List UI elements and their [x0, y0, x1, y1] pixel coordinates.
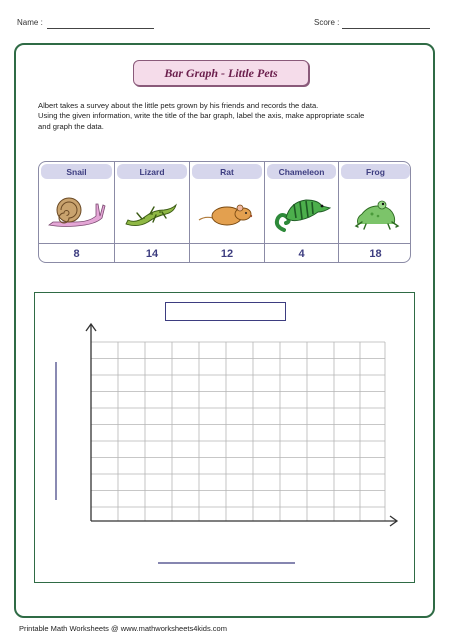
pet-count: 4	[298, 247, 305, 260]
graph-axes	[86, 324, 397, 526]
pet-name: Frog	[341, 164, 410, 179]
footer-site-link[interactable]: www.mathworksheets4kids.com	[120, 624, 227, 633]
pet-count: 12	[220, 247, 234, 260]
name-label: Name :	[17, 18, 43, 27]
pet-count: 18	[369, 247, 382, 260]
pet-name: Lizard	[117, 164, 187, 179]
score-label: Score :	[314, 18, 340, 27]
footer	[19, 624, 227, 633]
worksheet-title: Bar Graph - Little Pets	[133, 60, 309, 86]
grid-lines	[91, 342, 385, 521]
pet-name: Rat	[192, 164, 262, 179]
pet-count: 8	[73, 247, 80, 260]
pet-name: Chameleon	[267, 164, 336, 179]
footer-prefix: Printable Math Worksheets @	[19, 624, 121, 633]
instruction-line: and graph the data.	[38, 121, 104, 131]
instruction-line: Albert takes a survey about the little pets grown by his friends and records the data.	[38, 101, 319, 110]
pet-name: Snail	[41, 164, 112, 179]
instruction-line: Using the given information, write the title of the bar graph, label the axis, make appropriate scale	[38, 111, 365, 121]
pet-count: 14	[145, 247, 159, 260]
